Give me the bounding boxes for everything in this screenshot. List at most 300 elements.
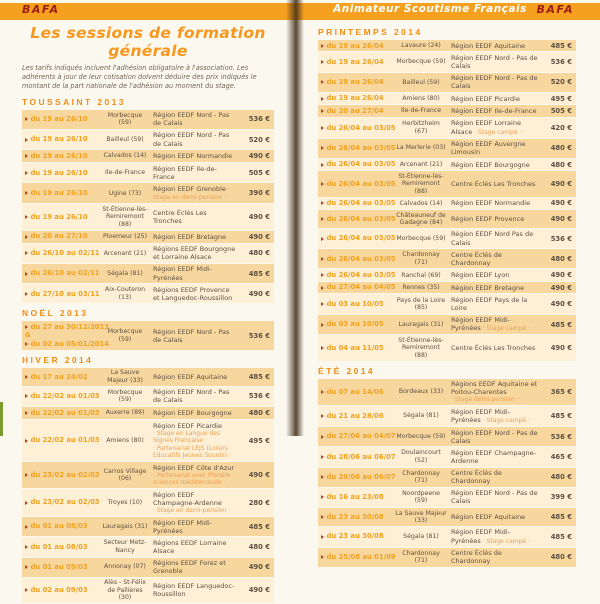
session-dates (318, 406, 394, 426)
session-price: 490 € (248, 563, 270, 572)
session-price: 485 € (248, 522, 270, 531)
date-text: du 20 au 27/10 (30, 232, 88, 241)
region-text: Centre Éclés Les Tronches (451, 343, 536, 352)
region-text: Région EEDF Ile-de-France (153, 164, 217, 181)
date-text: du 26/04 au 03/05 (326, 143, 396, 152)
session-dates (318, 105, 394, 116)
arrow-icon (25, 292, 28, 296)
date-line (321, 532, 393, 540)
session-note: · Stage campé · (472, 128, 522, 136)
date-line (25, 115, 99, 123)
session-row (318, 294, 576, 313)
arrow-icon (25, 272, 28, 276)
session-dates (318, 294, 394, 313)
date-text: du 21 au 28/06 (326, 411, 384, 420)
date-line (321, 234, 396, 243)
session-place: Ile-de-France (104, 169, 146, 177)
arrow-icon (25, 545, 28, 549)
sessions-table (318, 40, 576, 361)
session-dates (22, 163, 100, 182)
session-place: Alès - St-Félix de Pallières (30) (104, 579, 146, 602)
session-place: Annonay (07) (104, 563, 146, 571)
session-region (448, 447, 542, 466)
section-title: HIVER 2014 (22, 354, 94, 365)
session-place: Herbitzheim (67) (402, 120, 440, 135)
session-price: 485 € (550, 532, 572, 541)
session-price: 480 € (550, 553, 572, 562)
section-title: ÉTÉ 2014 (318, 365, 376, 376)
arrow-icon (25, 191, 28, 195)
session-dates (22, 130, 100, 149)
region-text: Région EEDF Picardie (451, 94, 520, 103)
session-row (318, 198, 576, 209)
session-place: St-Étienne-lès-Remiremont (88) (398, 336, 444, 359)
session-row (318, 118, 576, 138)
arrow-icon (25, 215, 28, 219)
session-region (448, 198, 542, 209)
session-place: Troyes (10) (107, 498, 143, 506)
session-row (318, 229, 576, 248)
session-place: Morbecque (59) (107, 388, 143, 404)
arrow-icon (25, 473, 28, 477)
date-text: du 26/04 au 03/05 (326, 160, 396, 169)
region-text: Centre Éclés de Chardonnay (451, 250, 502, 267)
session-price: 485 € (248, 269, 270, 278)
session-region (150, 462, 240, 488)
date-line (321, 94, 393, 102)
date-text: du 23/02 au 02/03 (30, 498, 100, 507)
session-price: 490 € (550, 271, 572, 280)
session-region (448, 40, 542, 51)
date-text: du 27/06 au 04/07 (326, 432, 396, 441)
session-dates (22, 204, 100, 229)
session-price: 490 € (248, 152, 270, 161)
session-note: · Stage campé · (480, 417, 530, 425)
session-row (22, 244, 274, 263)
session-region (150, 489, 240, 516)
arrow-icon (321, 455, 324, 459)
session-price: 490 € (248, 586, 270, 595)
date-line (25, 543, 99, 551)
session-place: Pays de la Loire (85) (396, 296, 446, 312)
session-price: 480 € (248, 409, 270, 418)
session-place: Morbecque (59) (107, 328, 143, 343)
region-text: Région EEDF Nord - Pas de Calais (153, 131, 230, 148)
session-region (448, 294, 542, 313)
session-price: 536 € (248, 331, 270, 340)
session-price: 490 € (550, 300, 572, 309)
date-text: du 22/02 au 01/03 (30, 392, 100, 401)
date-line (321, 513, 393, 521)
session-region (448, 508, 542, 526)
date-line (25, 331, 99, 339)
session-region (448, 379, 542, 406)
session-place: Aix-Couteron (13) (104, 286, 146, 301)
session-price: 485 € (550, 512, 572, 521)
section-title: TOUSSAINT 2013 (22, 96, 126, 107)
session-place: Chardonnay (71) (402, 251, 440, 266)
session-region (448, 335, 542, 360)
session-note: · Stage campé · (480, 537, 530, 545)
session-row (22, 462, 274, 488)
session-dates (318, 249, 394, 268)
arrow-icon (321, 257, 324, 261)
region-text: Région EEDF Lorraine Alsace · Stage campé · (451, 119, 522, 136)
arrow-icon (25, 171, 28, 175)
session-place: Doulaincourt (52) (401, 449, 441, 464)
date-line (25, 522, 99, 530)
region-text: Région EEDF Picardie (153, 421, 222, 430)
region-text: Région EEDF Bretagne (451, 283, 525, 292)
session-price: 490 € (248, 471, 270, 480)
session-price: 485 € (248, 372, 270, 381)
date-line (25, 169, 99, 177)
session-dates (22, 284, 100, 303)
session-region (448, 488, 542, 507)
session-dates (22, 150, 100, 162)
session-dates (22, 462, 100, 488)
date-line (25, 373, 99, 381)
session-place: Morbecque (59) (107, 111, 143, 127)
session-region (448, 282, 542, 293)
session-region (150, 244, 240, 263)
arrow-icon (321, 146, 324, 150)
session-price: 490 € (248, 232, 270, 241)
region-text: Région EEDF Midi-Pyrénées (153, 518, 213, 535)
sessions-table (22, 368, 274, 603)
session-region (448, 118, 542, 138)
session-price: 536 € (550, 234, 572, 243)
region-text: Région EEDF Nord - Pas de Calais (451, 428, 538, 445)
session-place: Arcenant (21) (103, 249, 147, 257)
region-text: Région EEDF Nord - Pas de Calais (451, 53, 538, 71)
arrow-icon (321, 286, 324, 290)
session-place: Bailleul (59) (106, 135, 144, 143)
arrow-icon (321, 237, 324, 241)
session-region (448, 269, 542, 280)
bafa-logo-left: BAFA (22, 3, 60, 16)
session-note: · Stage demi-pension · (451, 396, 519, 404)
region-text: Centre Éclés Les Tronches (451, 179, 536, 188)
date-text: du 19 au 26/10 (30, 135, 88, 144)
date-line (25, 152, 99, 160)
region-text: Région EEDF Ile-de-France (451, 107, 537, 116)
arrow-icon (25, 588, 28, 592)
session-row (318, 548, 576, 567)
bafa-logo-right: BAFA (536, 3, 574, 16)
region-text: Région EEDF Midi-Pyrénées · Stage campé · (451, 316, 530, 333)
session-region (150, 163, 240, 182)
session-price: 480 € (550, 254, 572, 263)
date-line (321, 552, 396, 561)
date-line (25, 471, 99, 479)
session-region (448, 139, 542, 158)
session-region (448, 548, 542, 567)
sessions-table (318, 379, 576, 567)
session-dates (318, 335, 394, 360)
session-note: · Partenariat avec Planète sciences méditerranée · (153, 471, 231, 487)
session-region (150, 558, 240, 577)
session-region (448, 249, 542, 268)
session-dates (22, 368, 100, 386)
region-text: Centre Éclés Les Tronches (153, 208, 207, 226)
date-text: du 19 au 26/04 (326, 57, 384, 66)
date-line (321, 472, 396, 481)
session-price: 505 € (550, 107, 572, 116)
session-row (22, 407, 274, 419)
date-text: du 19 au 26/04 (326, 41, 384, 50)
session-dates (22, 537, 100, 556)
session-row (318, 335, 576, 360)
session-place: Morbecque (59) (396, 432, 446, 440)
region-text: Région EEDF Côte d'Azur (153, 463, 235, 472)
session-price: 490 € (550, 179, 572, 188)
session-region (448, 527, 542, 547)
session-place: Chardonnay (71) (402, 469, 440, 485)
region-text: Région EEDF Lyon (451, 271, 510, 280)
session-place: Amiens (80) (402, 95, 440, 102)
arrow-icon (321, 182, 324, 186)
date-text: du 03 au 10/05 (326, 299, 384, 308)
date-line (25, 249, 99, 257)
session-place: Lauragais (31) (102, 522, 148, 530)
session-price: 280 € (248, 498, 270, 507)
arrow-icon (25, 138, 28, 142)
session-price: 420 € (550, 123, 572, 132)
date-text: du 02 au 05/01/2014 (30, 339, 109, 348)
date-text: du 19 au 26/10 (30, 115, 88, 124)
session-place: St-Étienne-lès-Remiremont (88) (398, 172, 444, 195)
date-text: du 03 au 10/05 (326, 320, 384, 329)
session-dates (318, 210, 394, 228)
session-price: 480 € (550, 473, 572, 482)
date-line (321, 320, 393, 328)
arrow-icon (25, 251, 28, 255)
date-text: du 27/04 au 04/05 (326, 283, 396, 292)
session-row (318, 468, 576, 487)
date-line (321, 143, 396, 152)
session-region (448, 52, 542, 71)
session-price: 536 € (550, 58, 572, 67)
session-note: · Stage campé · (480, 325, 530, 333)
arrow-icon (321, 323, 324, 327)
session-place: Morbecque (59) (396, 234, 446, 242)
session-region (448, 210, 542, 228)
arrow-icon (321, 80, 324, 84)
session-row (318, 210, 576, 228)
book-gutter (286, 0, 304, 436)
region-text: Région EEDF Grenoble · Stage en demi-pension · (153, 184, 230, 202)
region-text: Région EEDF Aquitaine (451, 512, 526, 521)
region-text: Région EEDF Auvergne Limousin (451, 140, 526, 157)
date-line (25, 213, 99, 221)
session-place: Calvados (14) (399, 199, 443, 207)
arrow-icon (321, 515, 324, 519)
date-text: du 26/10 au 02/11 (30, 269, 100, 278)
session-dates (22, 387, 100, 406)
date-text: du 19 au 26/10 (30, 168, 88, 177)
date-text: du 26/04 au 03/05 (326, 123, 396, 132)
session-place: Ségala (81) (107, 269, 143, 277)
session-row (22, 204, 274, 229)
region-text: Région EEDF Bretagne (153, 232, 227, 241)
date-text: du 01 au 08/03 (30, 522, 88, 531)
session-dates (22, 558, 100, 577)
arrow-icon (25, 525, 28, 529)
session-dates (318, 468, 394, 487)
session-price: 490 € (248, 213, 270, 222)
arrow-icon (25, 117, 28, 121)
session-region (448, 229, 542, 248)
date-text: du 07 au 14/06 (326, 387, 384, 396)
session-row (22, 420, 274, 461)
arrow-icon (321, 346, 324, 350)
date-text: du 02 au 09/03 (30, 586, 88, 595)
session-place: Noordpeene (59) (402, 489, 440, 505)
date-text: du 23 au 30/08 (326, 532, 384, 541)
date-line (321, 270, 396, 279)
session-price: 505 € (248, 168, 270, 177)
session-row (318, 171, 576, 196)
session-price: 536 € (550, 432, 572, 441)
session-dates (22, 244, 100, 263)
session-region (150, 387, 240, 406)
session-price: 495 € (550, 94, 572, 103)
session-region (150, 368, 240, 386)
session-region (150, 264, 240, 283)
session-row (22, 368, 274, 386)
session-price: 399 € (550, 493, 572, 502)
session-row (22, 387, 274, 406)
date-line (321, 78, 393, 86)
region-text: Région EEDF Nord - Pas de Calais (153, 327, 230, 344)
session-row (318, 73, 576, 92)
arrow-icon (321, 495, 324, 499)
session-row (22, 163, 274, 182)
arrow-icon (321, 390, 324, 394)
arrow-icon (321, 435, 324, 439)
session-place: Amiens (80) (106, 436, 144, 444)
session-row (318, 379, 576, 406)
session-dates (318, 527, 394, 547)
arrow-icon (321, 555, 324, 559)
session-region (448, 105, 542, 116)
region-text: Région EEDF Aquitaine (153, 372, 228, 381)
session-dates (22, 110, 100, 129)
session-price: 536 € (248, 392, 270, 401)
date-text: du 23/02 au 02/03 (30, 470, 100, 479)
date-line (321, 344, 393, 352)
arrow-icon (321, 60, 324, 64)
session-row (318, 315, 576, 335)
session-row (22, 321, 274, 349)
date-line (321, 493, 393, 501)
intro-text: Les tarifs indiqués incluent l'adhésion obligatoire à l'association. Les adhérents à jour de leur cotisation doivent déduire des prix indiqués le montant de la part nationale de l'adhésion au moment du stage. (22, 64, 257, 91)
region-text: Région EEDF Nord - Pas de Calais (153, 388, 230, 405)
session-row (22, 517, 274, 536)
session-place: Ségala (81) (403, 532, 439, 540)
date-line (321, 300, 393, 308)
session-place: Rennes (35) (402, 283, 440, 291)
session-row (22, 150, 274, 162)
session-row (318, 105, 576, 116)
arrow-icon (321, 475, 324, 479)
session-place: Lavaure (24) (401, 42, 441, 50)
date-line (25, 232, 99, 240)
region-text: Région EEDF Nord - Pas de Calais (153, 111, 230, 128)
session-place: La Sauve Majeur (33) (107, 369, 143, 384)
date-text: du 04 au 11/05 (326, 343, 384, 352)
date-text: du 26/04 au 03/05 (326, 254, 396, 263)
date-line (25, 498, 99, 506)
section-title: NOËL 2013 (22, 308, 89, 319)
date-line (321, 254, 396, 263)
session-row (22, 284, 274, 303)
session-price: 485 € (550, 412, 572, 421)
session-dates (318, 447, 394, 466)
session-dates (318, 229, 394, 248)
session-region (150, 150, 240, 162)
session-row (22, 183, 274, 203)
arrow-icon (25, 501, 28, 505)
session-dates (318, 488, 394, 507)
arrow-icon (321, 535, 324, 539)
session-place: Calvados (14) (103, 152, 147, 160)
session-dates (22, 321, 109, 349)
session-region (150, 537, 240, 556)
date-text: & (25, 331, 31, 340)
session-row (22, 130, 274, 149)
date-text: du 27 au 30/12/2013 (30, 322, 109, 331)
date-text: du 01 au 09/03 (30, 562, 88, 571)
session-row (318, 427, 576, 446)
date-line (25, 290, 99, 298)
date-line (321, 160, 396, 169)
session-place: St-Étienne-lès-Remiremont (88) (102, 205, 148, 228)
session-dates (22, 489, 100, 516)
session-place: Châteauneuf de Gadagne (84) (396, 211, 446, 227)
sessions-table (22, 321, 274, 349)
session-price: 485 € (550, 41, 572, 50)
region-text: Région EEDF Normandie (451, 199, 531, 208)
arrow-icon (321, 109, 324, 113)
session-row (22, 231, 274, 243)
session-dates (22, 264, 100, 283)
session-place: Ranchal (69) (401, 271, 441, 279)
date-line (25, 563, 99, 571)
arrow-icon (321, 273, 324, 277)
date-text: du 26/04 au 03/05 (326, 234, 396, 243)
date-line (25, 269, 99, 277)
left-page (22, 22, 274, 604)
session-dates (318, 139, 394, 158)
region-text: Région EEDF Nord - Pas de Calais (451, 74, 538, 91)
region-text: Centre Éclés de Chardonnay (451, 469, 502, 486)
page-title: Les sessions de formation générale (30, 24, 266, 60)
session-price: 520 € (248, 135, 270, 144)
session-place: Auxerre (89) (105, 409, 145, 417)
session-place: Arcenant (21) (399, 160, 443, 168)
session-region (150, 517, 240, 536)
session-dates (318, 269, 394, 280)
session-region (448, 427, 542, 446)
date-text: du 19 au 26/04 (326, 78, 384, 87)
date-line (25, 436, 99, 444)
session-place: Carros Village (06) (103, 467, 147, 483)
date-line (25, 392, 99, 400)
session-region (150, 407, 240, 419)
date-text: du 26/04 au 03/05 (326, 270, 396, 279)
